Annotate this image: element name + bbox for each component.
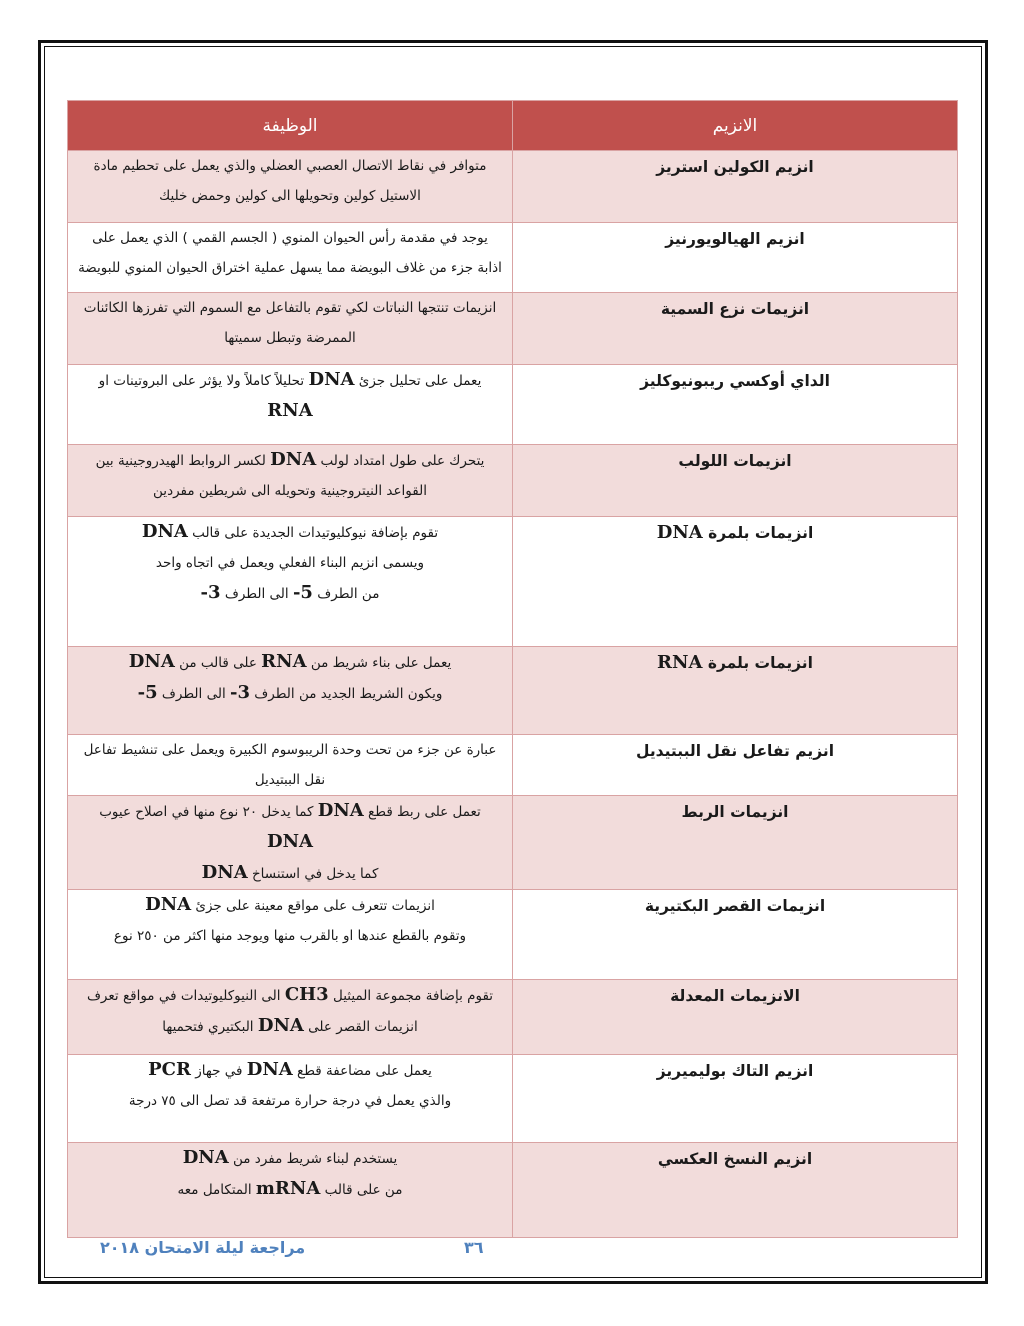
enzyme-function xyxy=(68,365,513,445)
table-row xyxy=(68,365,958,445)
enzyme-name: انزيمات بلمرة DNA xyxy=(513,517,958,647)
function-line: يستخدم لبناء شريط مفرد من DNA xyxy=(182,1147,398,1168)
function-line: ويكون الشريط الجديد من الطرف 3- الى الطرف 5- xyxy=(137,682,443,703)
function-line: كما يدخل في استنساخ DNA xyxy=(201,862,379,883)
function-line: من الطرف 5- الى الطرف 3- xyxy=(200,582,380,603)
table-row xyxy=(68,1055,958,1143)
function-line: عبارة عن جزء من تحت وحدة الريبوسوم الكبيرة ويعمل على تنشيط تفاعل نقل الببتيديل xyxy=(83,742,497,788)
table-row xyxy=(68,445,958,517)
enzyme-function xyxy=(68,517,513,647)
header-function: الوظيفة xyxy=(68,101,513,151)
enzyme-name: انزيمات نزع السمية xyxy=(513,293,958,365)
table-row xyxy=(68,647,958,735)
table-row xyxy=(68,735,958,796)
enzyme-function xyxy=(68,735,513,796)
enzyme-function xyxy=(68,1055,513,1143)
enzyme-function xyxy=(68,890,513,980)
table-header-row xyxy=(68,101,958,151)
enzyme-function xyxy=(68,1143,513,1238)
function-line: ويسمى انزيم البناء الفعلي ويعمل في اتجاه واحد xyxy=(155,555,425,571)
function-line: من على قالب mRNA المتكامل معه xyxy=(177,1178,403,1199)
table-row xyxy=(68,223,958,293)
table-row xyxy=(68,980,958,1055)
enzyme-name: انزيمات اللولب xyxy=(513,445,958,517)
table-row xyxy=(68,151,958,223)
function-line: تقوم بإضافة نيوكليوتيدات الجديدة على قالب DNA xyxy=(141,521,439,542)
function-line: يوجد في مقدمة رأس الحيوان المنوي ( الجسم القمي ) الذي يعمل على اذابة جزء من غلاف البويضة مما يسهل عملية اختراق الحيوان المنوي للبويضة xyxy=(78,230,502,276)
function-line: يعمل على بناء شريط من RNA على قالب من DNA xyxy=(128,651,452,672)
function-line: وتقوم بالقطع عندها او بالقرب منها ويوجد منها اكثر من ٢٥٠ نوع xyxy=(113,928,467,944)
enzyme-name: الانزيمات المعدلة xyxy=(513,980,958,1055)
enzyme-name: انزيمات بلمرة RNA xyxy=(513,647,958,735)
function-line: انزيمات تنتجها النباتات لكي تقوم بالتفاعل مع السموم التي تفرزها الكائنات الممرضة وتبطل سميتها xyxy=(83,300,497,346)
function-line: يعمل على تحليل جزئ DNA تحليلاً كاملاً ولا يؤثر على البروتينات او RNA xyxy=(98,369,482,421)
enzyme-name: انزيمات القصر البكتيرية xyxy=(513,890,958,980)
enzyme-name: انزيم الكولين استريز xyxy=(513,151,958,223)
page-number: ٣٦ xyxy=(464,1238,484,1257)
enzyme-function xyxy=(68,796,513,890)
function-line: والذي يعمل في درجة حرارة مرتفعة قد تصل الى ٧٥ درجة xyxy=(128,1093,452,1109)
function-line: يعمل على مضاعفة قطع DNA في جهاز PCR xyxy=(148,1059,432,1080)
table-row xyxy=(68,796,958,890)
enzyme-name: انزيم تفاعل نقل الببتيديل xyxy=(513,735,958,796)
enzyme-function xyxy=(68,223,513,293)
function-line: يتحرك على طول امتداد لولب DNA لكسر الروابط الهيدروجينية بين القواعد النيتروجينية وتحويله الى شريطين مفردين xyxy=(95,449,485,499)
enzymes-table xyxy=(67,100,958,1238)
enzyme-name: انزيم النسخ العكسي xyxy=(513,1143,958,1238)
table-row xyxy=(68,293,958,365)
enzyme-function xyxy=(68,151,513,223)
enzyme-name: الداي أوكسي ريبونيوكليز xyxy=(513,365,958,445)
enzyme-function xyxy=(68,293,513,365)
enzyme-name: انزيم التاك بوليميريز xyxy=(513,1055,958,1143)
function-line: متوافر في نقاط الاتصال العصبي العضلي والذي يعمل على تحطيم مادة الاستيل كولين وتحويلها الى كولين وحمض خليك xyxy=(93,158,487,204)
function-line: تقوم بإضافة مجموعة الميثيل CH3 الى النيوكليوتيدات في مواقع تعرف انزيمات القصر على DNA البكتيري فتحميها xyxy=(86,984,494,1036)
table-row xyxy=(68,1143,958,1238)
enzyme-name: انزيم الهيالويورنيز xyxy=(513,223,958,293)
table-row xyxy=(68,890,958,980)
footer-title: مراجعة ليلة الامتحان ٢٠١٨ xyxy=(100,1238,306,1257)
enzyme-function xyxy=(68,647,513,735)
function-line: تعمل على ربط قطع DNA كما يدخل ٢٠ نوع منها في اصلاح عيوب DNA xyxy=(99,800,481,852)
enzyme-name: انزيمات الربط xyxy=(513,796,958,890)
enzyme-function xyxy=(68,980,513,1055)
table-row xyxy=(68,517,958,647)
function-line: انزيمات تتعرف على مواقع معينة على جزئ DNA xyxy=(145,894,435,915)
header-enzyme: الانزيم xyxy=(513,101,958,151)
enzyme-function xyxy=(68,445,513,517)
